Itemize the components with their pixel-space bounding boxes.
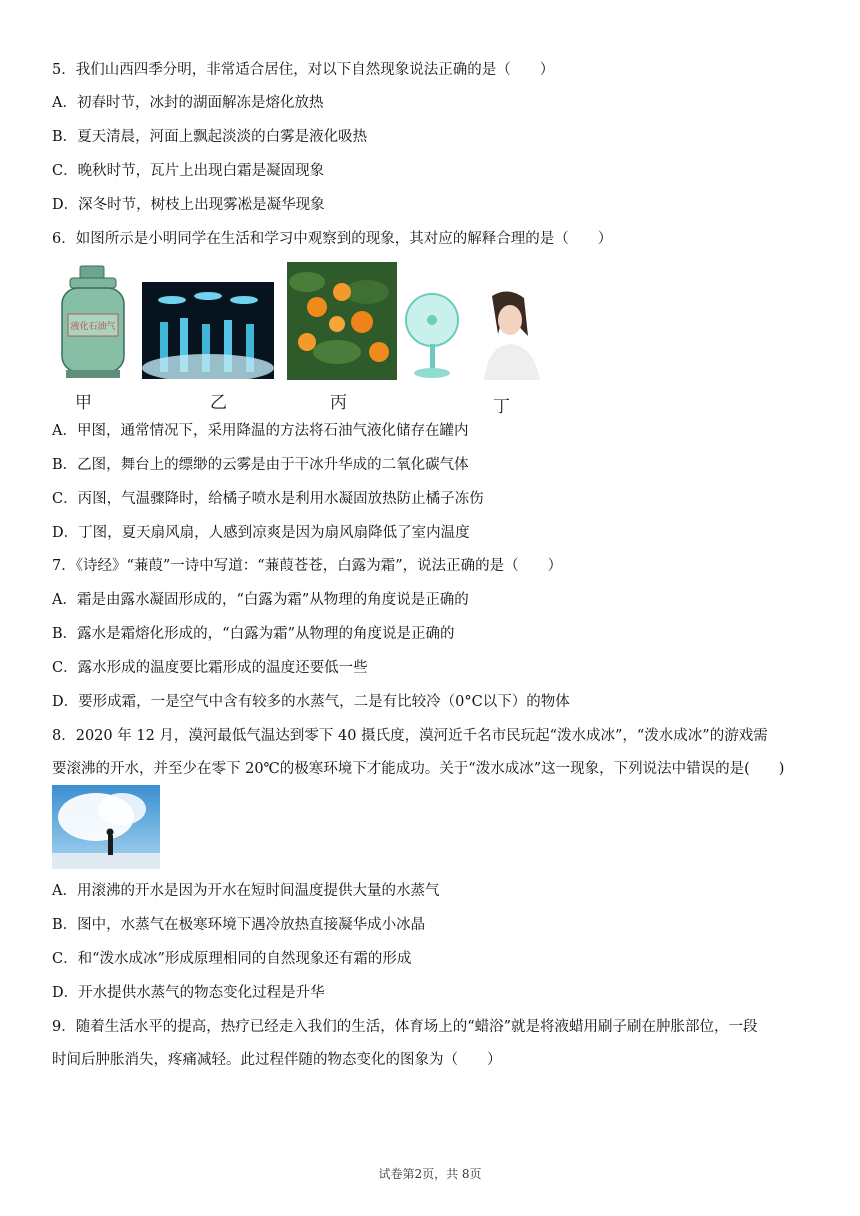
q7-option-a: A．霜是由露水凝固形成的，“白露为霜”从物理的角度说是正确的 <box>52 592 469 608</box>
q9-stem-line1: 9．随着生活水平的提高，热疗已经走入我们的生活，体育场上的“蜡浴”就是将液蜡用刷子刷在肿胀部位，一段 <box>52 1019 758 1035</box>
person-image <box>478 286 540 380</box>
q9-stem-line2: 时间后肿胀消失，疼痛减轻。此过程伴随的物态变化的图象为（ ） <box>52 1052 502 1068</box>
caption-bing: 丙 <box>330 393 347 413</box>
page-footer: 试卷第2页，共 8页 <box>378 1167 482 1181</box>
caption-ding: 丁 <box>493 397 510 417</box>
q5-option-a: A．初春时节，冰封的湖面解冻是熔化放热 <box>52 95 324 111</box>
svg-text:液化石油气: 液化石油气 <box>70 322 116 332</box>
caption-yi: 乙 <box>210 393 227 413</box>
q6-option-a: A．甲图，通常情况下，采用降温的方法将石油气液化储存在罐内 <box>52 423 469 439</box>
q8-option-b: B．图中，水蒸气在极寒环境下遇冷放热直接凝华成小冰晶 <box>52 917 426 933</box>
q8-option-c: C．和“泼水成冰”形成原理相同的自然现象还有霜的形成 <box>52 951 412 967</box>
q5-option-c: C．晚秋时节，瓦片上出现白霜是凝固现象 <box>52 163 325 179</box>
q8-option-a: A．用滚沸的开水是因为开水在短时间温度提供大量的水蒸气 <box>52 883 440 899</box>
q5-option-b: B．夏天清晨，河面上飘起淡淡的白雾是液化吸热 <box>52 129 368 145</box>
q8-stem-line2: 要滚沸的开水，并至少在零下 20℃的极寒环境下才能成功。关于“泼水成冰”这一现象，下列说法中错误的是( ) <box>52 761 785 777</box>
q7-option-d: D．要形成霜，一是空气中含有较多的水蒸气，二是有比较冷（0°C以下）的物体 <box>52 694 570 710</box>
q7-stem: 7．《诗经》“蒹葭”一诗中写道：“蒹葭苍苍，白露为霜”，说法正确的是（ ） <box>52 558 563 574</box>
q6-option-d: D．丁图，夏天扇风扇，人感到凉爽是因为扇风扇降低了室内温度 <box>52 525 470 541</box>
orange-tree-image <box>287 262 397 380</box>
q7-option-c: C．露水形成的温度要比霜形成的温度还要低一些 <box>52 660 368 676</box>
caption-jia: 甲 <box>75 393 92 413</box>
q6-stem: 6．如图所示是小明同学在生活和学习中观察到的现象，其对应的解释合理的是（ ） <box>52 231 613 247</box>
q8-stem-line1: 8．2020 年 12 月，漠河最低气温达到零下 40 摄氏度，漠河近千名市民玩起“泼水成冰”，“泼水成冰”的游戏需 <box>52 728 768 744</box>
q6-option-b: B．乙图，舞台上的缥缈的云雾是由于干冰升华成的二氧化碳气体 <box>52 457 469 473</box>
stage-fog-image <box>142 282 274 379</box>
q6-option-c: C．丙图，气温骤降时，给橘子喷水是利用水凝固放热防止橘子冻伤 <box>52 491 484 507</box>
q7-option-b: B．露水是霜熔化形成的，“白露为霜”从物理的角度说是正确的 <box>52 626 455 642</box>
fan-image <box>402 288 468 380</box>
gas-cylinder-image <box>52 262 134 384</box>
q5-stem: 5．我们山西四季分明，非常适合居住，对以下自然现象说法正确的是（ ） <box>52 62 555 78</box>
q5-option-d: D．深冬时节，树枝上出现雾凇是凝华现象 <box>52 197 325 213</box>
q8-option-d: D．开水提供水蒸气的物态变化过程是升华 <box>52 985 325 1001</box>
water-to-ice-image <box>52 785 160 869</box>
